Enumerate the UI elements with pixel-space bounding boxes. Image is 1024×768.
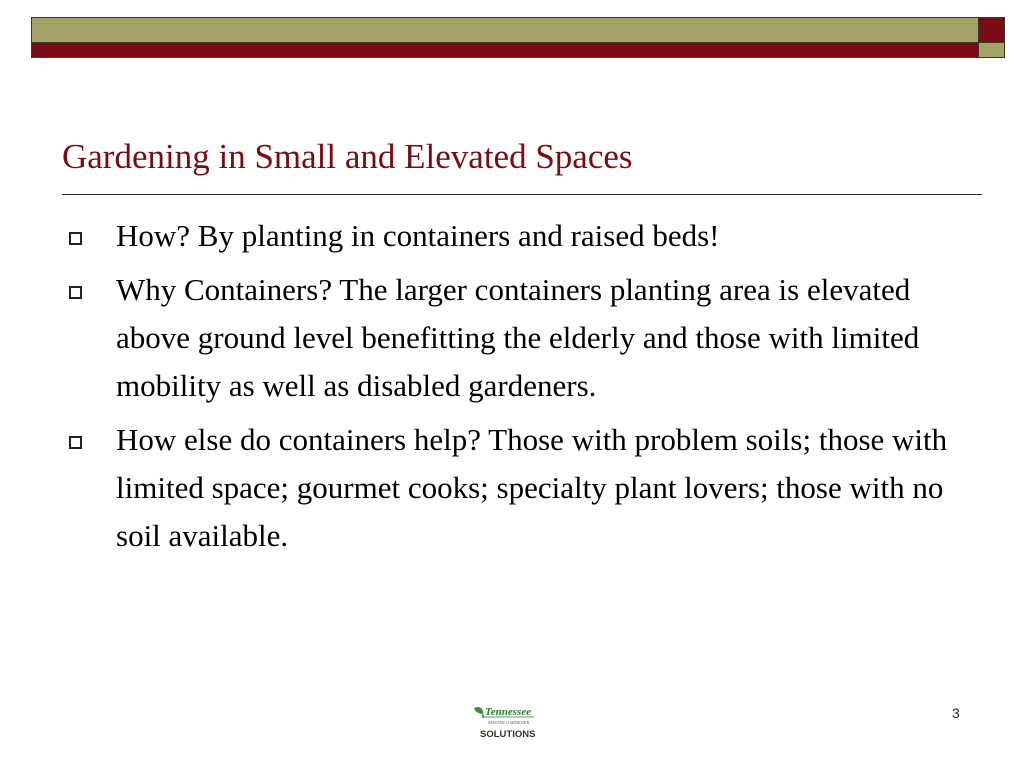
hollow-square-bullet-icon (69, 232, 82, 245)
logo-word-solutions: SOLUTIONS (480, 729, 536, 740)
page-number: 3 (952, 705, 960, 721)
header-band-maroon-stripe (32, 42, 978, 58)
leaf-icon (474, 707, 483, 714)
title-divider (62, 194, 982, 195)
header-band-accent-square-bottom (978, 42, 1005, 58)
bullet-item (62, 212, 962, 260)
bullet-list (62, 212, 962, 566)
header-band-olive-stripe (32, 18, 978, 42)
hollow-square-bullet-icon (69, 286, 82, 299)
bullet-item (62, 266, 962, 410)
logo-word-tennessee: Tennessee (485, 706, 532, 718)
bullet-item (62, 416, 962, 560)
tennessee-master-gardener-logo (470, 704, 536, 744)
bullet-text: How else do containers help? Those with problem soils; those with limited space; gourmet cooks; specialty plant lovers; those with no soil available. (116, 422, 948, 553)
bullet-text: Why Containers? The larger containers planting area is elevated above ground level benefitting the elderly and those with limited mobility as well as disabled gardeners. (116, 272, 920, 403)
hollow-square-bullet-icon (69, 436, 82, 449)
slide-title: Gardening in Small and Elevated Spaces (62, 137, 633, 176)
logo-word-master-gardener: MASTER GARDENER (488, 720, 530, 725)
header-band-accent-square-top (978, 18, 1005, 42)
bullet-text: How? By planting in containers and raised beds! (116, 218, 720, 253)
header-band (31, 17, 1005, 58)
